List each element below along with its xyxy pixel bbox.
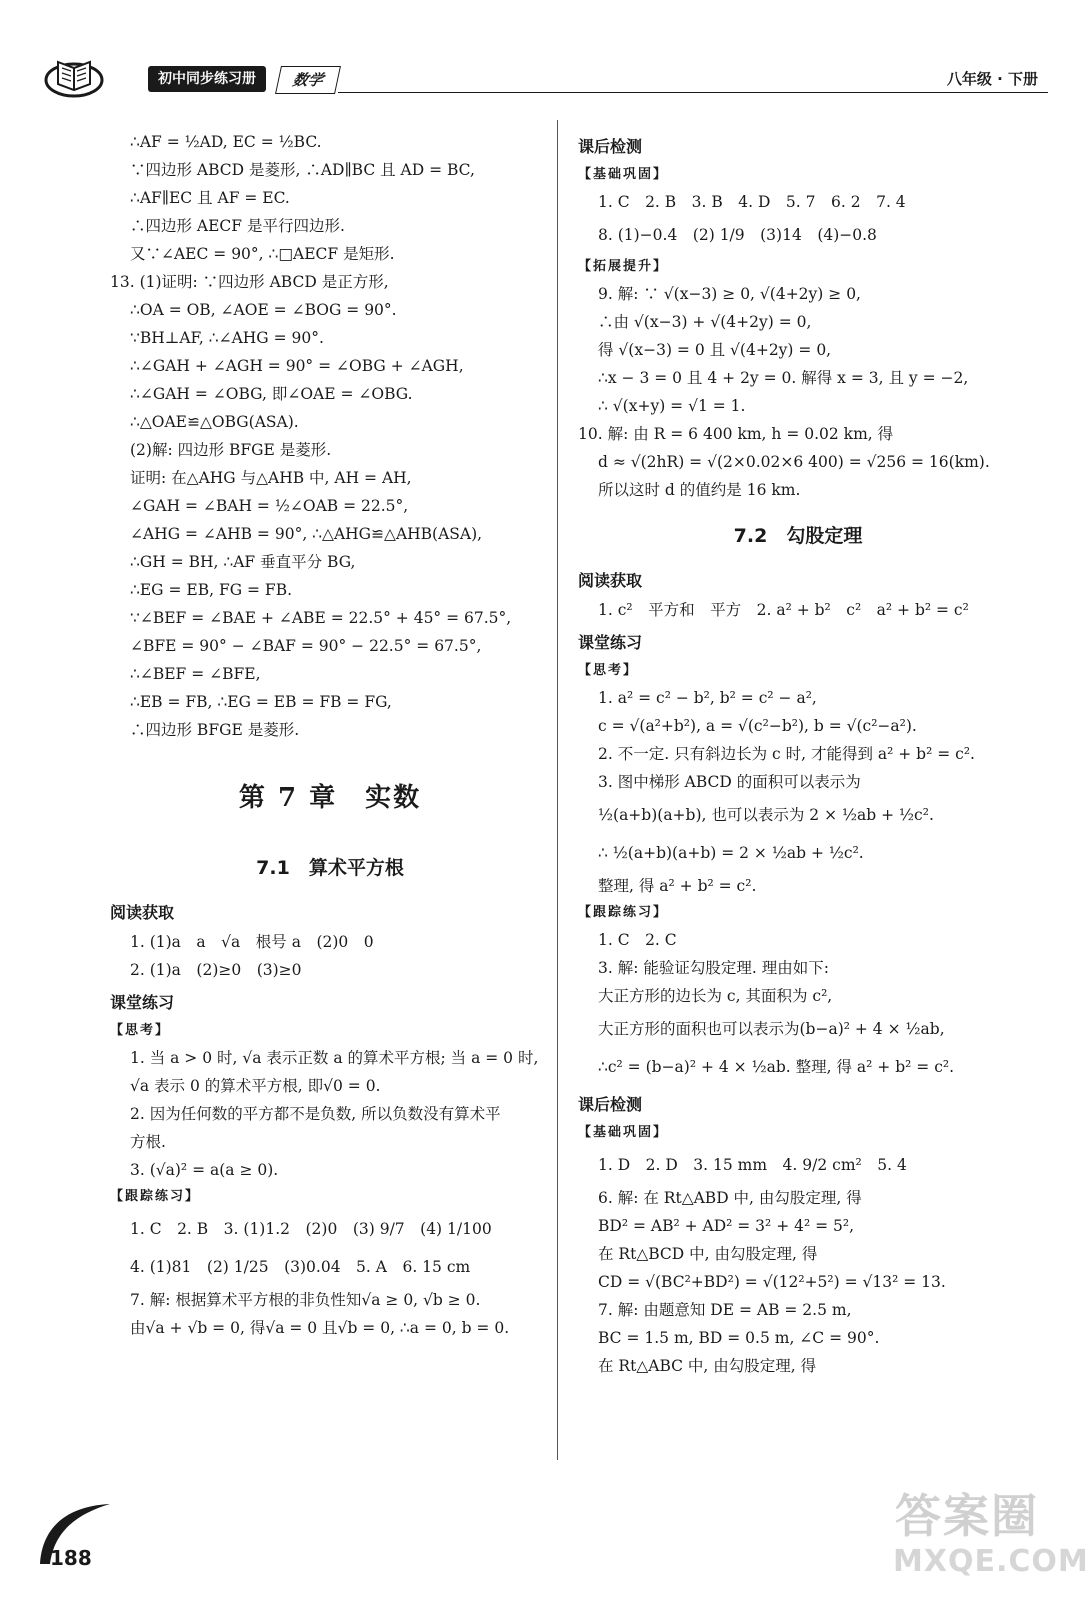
- answer-line: 1. c² 平方和 平方 2. a² + b² c² a² + b² = c²: [598, 601, 969, 619]
- subsection-tag: 【基础巩固】: [578, 1125, 669, 1140]
- subsection-tag: 【思考】: [578, 663, 639, 678]
- answer-line: 1. (1)a a √a 根号 a (2)0 0: [130, 933, 374, 951]
- answer-line: 1. a² = c² − b², b² = c² − a²,: [598, 689, 817, 707]
- answer-line: 1. 当 a > 0 时, √a 表示正数 a 的算术平方根; 当 a = 0 时,: [130, 1049, 539, 1067]
- answer-line: 2. 因为任何数的平方都不是负数, 所以负数没有算术平: [130, 1105, 501, 1123]
- answer-line: ∴∠GAH = ∠OBG, 即∠OAE = ∠OBG.: [130, 385, 413, 403]
- answer-line: 1. C 2. B 3. B 4. D 5. 7 6. 2 7. 4: [598, 193, 906, 211]
- answer-line: ∠GAH = ∠BAH = ½∠OAB = 22.5°,: [130, 497, 409, 515]
- answer-line: 2. 不一定. 只有斜边长为 c 时, 才能得到 a² + b² = c².: [598, 745, 975, 763]
- answer-line: 6. 解: 在 Rt△ABD 中, 由勾股定理, 得: [598, 1189, 862, 1207]
- subsection-tag: 【拓展提升】: [578, 259, 669, 274]
- answer-line: ∵BH⊥AF, ∴∠AHG = 90°.: [130, 329, 324, 347]
- answer-line: ∠BFE = 90° − ∠BAF = 90° − 22.5° = 67.5°,: [130, 637, 482, 655]
- answer-line: ∴AF = ½AD, EC = ½BC.: [130, 133, 322, 151]
- grade-label: 八年级 · 下册: [946, 70, 1038, 88]
- right-column: [578, 128, 1018, 1380]
- column-divider: [557, 120, 558, 1460]
- answer-line: 8. (1)−0.4 (2) 1/9 (3)14 (4)−0.8: [598, 226, 877, 244]
- answer-line: 由√a + √b = 0, 得√a = 0 且√b = 0, ∴a = 0, b = 0.: [130, 1319, 510, 1337]
- chapter-title: 第 7 章 实数: [238, 783, 422, 813]
- answer-line: 所以这时 d 的值约是 16 km.: [598, 481, 801, 499]
- answer-line: 得 √(x−3) = 0 且 √(4+2y) = 0,: [598, 341, 832, 359]
- book-logo-icon: [44, 50, 104, 98]
- answer-line: 3. 图中梯形 ABCD 的面积可以表示为: [598, 773, 861, 791]
- section-title: 7.1 算术平方根: [256, 857, 404, 879]
- answer-line: 整理, 得 a² + b² = c².: [598, 877, 757, 895]
- subsection-tag: 【基础巩固】: [578, 167, 669, 182]
- answer-line: ∴由 √(x−3) + √(4+2y) = 0,: [598, 313, 812, 331]
- answer-line: 7. 解: 由题意知 DE = AB = 2.5 m,: [598, 1301, 852, 1319]
- subsection-tag: 【思考】: [110, 1023, 171, 1038]
- answer-line: ∴△OAE≌△OBG(ASA).: [130, 413, 299, 431]
- header-rule: [338, 92, 1048, 93]
- answer-line: (2)解: 四边形 BFGE 是菱形.: [130, 441, 332, 459]
- answer-line: ∴ √(x+y) = √1 = 1.: [598, 397, 746, 415]
- answer-line: 1. D 2. D 3. 15 mm 4. 9/2 cm² 5. 4: [598, 1156, 907, 1174]
- answer-line: ∴OA = OB, ∠AOE = ∠BOG = 90°.: [130, 301, 397, 319]
- section-heading: 课后检测: [578, 1095, 643, 1114]
- answer-line: 方根.: [130, 1133, 166, 1151]
- answer-line: 3. (√a)² = a(a ≥ 0).: [130, 1161, 279, 1179]
- answer-line: 1. C 2. B 3. (1)1.2 (2)0 (3) 9/7 (4) 1/100: [130, 1220, 492, 1238]
- answer-line: 9. 解: ∵ √(x−3) ≥ 0, √(4+2y) ≥ 0,: [598, 285, 861, 303]
- section-heading: 课后检测: [578, 137, 643, 156]
- section-heading: 课堂练习: [110, 993, 175, 1012]
- section-heading: 阅读获取: [110, 903, 175, 922]
- answer-line: √a 表示 0 的算术平方根, 即√0 = 0.: [130, 1077, 381, 1095]
- answer-line: ∴EG = EB, FG = FB.: [130, 581, 293, 599]
- answer-line: ∴四边形 AECF 是平行四边形.: [130, 217, 345, 235]
- answer-line: 大正方形的边长为 c, 其面积为 c²,: [598, 987, 833, 1005]
- answer-line: 13. (1)证明: ∵四边形 ABCD 是正方形,: [110, 273, 389, 291]
- answer-line: 2. (1)a (2)≥0 (3)≥0: [130, 961, 302, 979]
- answer-line: ½(a+b)(a+b), 也可以表示为 2 × ½ab + ½c².: [598, 806, 934, 824]
- watermark-cn: 答案圈: [895, 1489, 1039, 1543]
- watermark-en: MXQE.COM: [893, 1544, 1089, 1579]
- answer-line: 10. 解: 由 R = 6 400 km, h = 0.02 km, 得: [578, 425, 894, 443]
- answer-line: 证明: 在△AHG 与△AHB 中, AH = AH,: [130, 469, 412, 487]
- answer-line: 在 Rt△ABC 中, 由勾股定理, 得: [598, 1357, 817, 1375]
- subsection-tag: 【跟踪练习】: [110, 1189, 201, 1204]
- answer-line: CD = √(BC²+BD²) = √(12²+5²) = √13² = 13.: [598, 1273, 946, 1291]
- left-column: [110, 128, 550, 1342]
- page-header: [38, 50, 1048, 100]
- answer-line: 在 Rt△BCD 中, 由勾股定理, 得: [598, 1245, 818, 1263]
- answer-line: ∵四边形 ABCD 是菱形, ∴AD∥BC 且 AD = BC,: [130, 161, 475, 179]
- page-number: 188: [50, 1546, 92, 1570]
- answer-line: 1. C 2. C: [598, 931, 677, 949]
- answer-line: ∴c² = (b−a)² + 4 × ½ab. 整理, 得 a² + b² = c².: [598, 1058, 955, 1076]
- section-heading: 阅读获取: [578, 571, 643, 590]
- answer-line: ∴∠GAH + ∠AGH = 90° = ∠OBG + ∠AGH,: [130, 357, 464, 375]
- answer-line: d ≈ √(2hR) = √(2×0.02×6 400) = √256 = 16(km).: [598, 453, 990, 471]
- subsection-tag: 【跟踪练习】: [578, 905, 669, 920]
- answer-line: ∠AHG = ∠AHB = 90°, ∴△AHG≌△AHB(ASA),: [130, 525, 483, 543]
- answer-line: ∴ ½(a+b)(a+b) = 2 × ½ab + ½c².: [598, 844, 864, 862]
- subject-title: 数学: [275, 66, 341, 94]
- answer-line: ∴GH = BH, ∴AF 垂直平分 BG,: [130, 553, 356, 571]
- answer-line: ∴∠BEF = ∠BFE,: [130, 665, 261, 683]
- answer-line: 3. 解: 能验证勾股定理. 理由如下:: [598, 959, 829, 977]
- answer-line: BD² = AB² + AD² = 3² + 4² = 5²,: [598, 1217, 855, 1235]
- answer-line: ∴x − 3 = 0 且 4 + 2y = 0. 解得 x = 3, 且 y = −2,: [598, 369, 969, 387]
- answer-line: ∴EB = FB, ∴EG = EB = FB = FG,: [130, 693, 392, 711]
- answer-line: 7. 解: 根据算术平方根的非负性知√a ≥ 0, √b ≥ 0.: [130, 1291, 481, 1309]
- answer-line: BC = 1.5 m, BD = 0.5 m, ∠C = 90°.: [598, 1329, 880, 1347]
- answer-line: c = √(a²+b²), a = √(c²−b²), b = √(c²−a²).: [598, 717, 917, 735]
- answer-line: ∴AF∥EC 且 AF = EC.: [130, 189, 290, 207]
- answer-line: ∴四边形 BFGE 是菱形.: [130, 721, 300, 739]
- section-title: 7.2 勾股定理: [733, 525, 863, 547]
- series-title: 初中同步练习册: [148, 66, 266, 92]
- answer-line: 大正方形的面积也可以表示为(b−a)² + 4 × ½ab,: [598, 1020, 945, 1038]
- answer-line: ∵∠BEF = ∠BAE + ∠ABE = 22.5° + 45° = 67.5°,: [130, 609, 512, 627]
- answer-line: 4. (1)81 (2) 1/25 (3)0.04 5. A 6. 15 cm: [130, 1258, 471, 1276]
- section-heading: 课堂练习: [578, 633, 643, 652]
- answer-line: 又∵∠AEC = 90°, ∴□AECF 是矩形.: [130, 245, 395, 263]
